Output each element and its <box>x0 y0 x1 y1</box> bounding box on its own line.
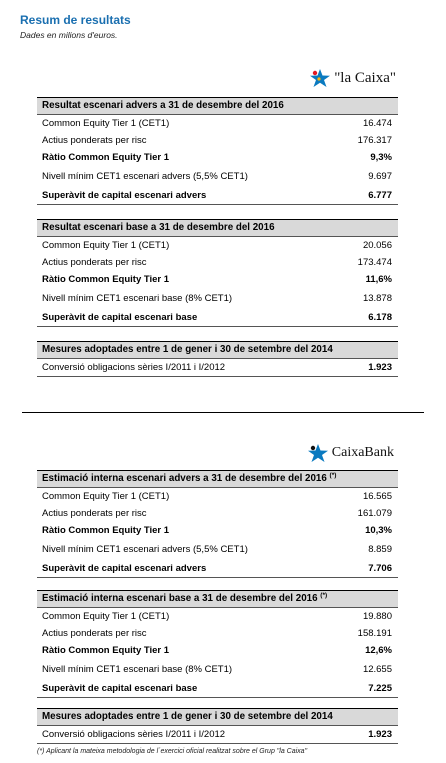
row-value: 176.317 <box>357 135 392 146</box>
row-label: Ràtio Common Equity Tier 1 <box>42 152 170 163</box>
table-row <box>37 309 398 327</box>
row-value: 12,6% <box>365 645 392 656</box>
footnote-mark: (*) <box>329 472 337 479</box>
row-value: 7.706 <box>368 563 392 574</box>
caixabank-base-table <box>37 590 398 698</box>
row-label: Ràtio Common Equity Tier 1 <box>42 525 170 536</box>
footnote: (*) Aplicant la mateixa metodologia de l´exercici oficial realitzat sobre el Grup "la Caixa" <box>37 748 308 755</box>
row-value: 6.178 <box>368 312 392 323</box>
row-label: Common Equity Tier 1 (CET1) <box>42 118 170 129</box>
row-label: Conversió obligacions sèries I/2011 i I/2012 <box>42 729 226 740</box>
row-value: 1.923 <box>368 729 392 740</box>
row-label: Superàvit de capital escenari advers <box>42 563 207 574</box>
row-label: Actius ponderats per risc <box>42 628 147 639</box>
lacaixa-base-table <box>37 219 398 327</box>
row-label: Nivell mínim CET1 escenari advers (5,5% CET1) <box>42 544 248 555</box>
table-row <box>37 254 398 271</box>
table-row <box>37 168 398 185</box>
page-title: Resum de resultats <box>20 13 131 27</box>
row-label: Ràtio Common Equity Tier 1 <box>42 645 170 656</box>
row-label: Superàvit de capital escenari advers <box>42 190 207 201</box>
header-text: Estimació interna escenari base a 31 de desembre del 2016 <box>42 593 318 604</box>
table-header: Resultat escenari base a 31 de desembre del 2016 <box>37 219 398 237</box>
table-row <box>37 522 398 539</box>
table-row <box>37 661 398 678</box>
table-row <box>37 560 398 578</box>
row-value: 1.923 <box>368 362 392 373</box>
footnote-mark: (*) <box>320 592 328 599</box>
table-header: Mesures adoptades entre 1 de gener i 30 de setembre del 2014 <box>37 341 398 359</box>
row-label: Nivell mínim CET1 escenari base (8% CET1) <box>42 293 233 304</box>
table-row <box>37 680 398 698</box>
lacaixa-adverse-table <box>37 97 398 205</box>
row-value: 16.474 <box>362 118 392 129</box>
row-value: 16.565 <box>362 491 392 502</box>
row-value: 8.859 <box>368 544 392 555</box>
table-row <box>37 271 398 288</box>
row-label: Superàvit de capital escenari base <box>42 683 198 694</box>
table-row <box>37 187 398 205</box>
table-row <box>37 149 398 166</box>
row-value: 173.474 <box>357 257 392 268</box>
table-row <box>37 132 398 149</box>
table-row <box>37 488 398 505</box>
row-value: 6.777 <box>368 190 392 201</box>
table-row <box>37 359 398 377</box>
table-header: Mesures adoptades entre 1 de gener i 30 de setembre del 2014 <box>37 708 398 726</box>
row-value: 13.878 <box>362 293 392 304</box>
row-label: Nivell mínim CET1 escenari base (8% CET1) <box>42 664 233 675</box>
star-icon <box>309 68 331 88</box>
row-value: 9.697 <box>368 171 392 182</box>
row-value: 7.225 <box>368 683 392 694</box>
table-header: Resultat escenari advers a 31 de desembre del 2016 <box>37 97 398 115</box>
table-row <box>37 290 398 307</box>
row-value: 20.056 <box>362 240 392 251</box>
caixabank-logo-text: CaixaBank <box>331 445 394 460</box>
row-label: Nivell mínim CET1 escenari advers (5,5% CET1) <box>42 171 248 182</box>
table-row <box>37 625 398 642</box>
table-header <box>37 470 398 488</box>
table-row <box>37 115 398 132</box>
table-header <box>37 590 398 608</box>
table-row <box>37 505 398 522</box>
row-value: 12.655 <box>362 664 392 675</box>
star-icon <box>307 443 329 463</box>
row-value: 11,6% <box>365 274 392 285</box>
row-value: 158.191 <box>357 628 392 639</box>
row-value: 19.880 <box>362 611 392 622</box>
table-row <box>37 541 398 558</box>
caixabank-adverse-table <box>37 470 398 578</box>
page-subtitle: Dades en milions d'euros. <box>20 30 118 40</box>
row-value: 9,3% <box>370 152 392 163</box>
row-value: 10,3% <box>365 525 392 536</box>
table-row <box>37 237 398 254</box>
table-row <box>37 726 398 744</box>
lacaixa-logo <box>309 68 396 88</box>
lacaixa-measures-table <box>37 341 398 377</box>
header-text: Estimació interna escenari advers a 31 de desembre del 2016 <box>42 473 327 484</box>
row-label: Actius ponderats per risc <box>42 135 147 146</box>
table-row <box>37 608 398 625</box>
row-label: Actius ponderats per risc <box>42 508 147 519</box>
row-label: Actius ponderats per risc <box>42 257 147 268</box>
row-label: Common Equity Tier 1 (CET1) <box>42 240 170 251</box>
caixabank-logo <box>307 443 394 463</box>
table-row <box>37 642 398 659</box>
caixabank-measures-table <box>37 708 398 744</box>
row-label: Superàvit de capital escenari base <box>42 312 198 323</box>
row-value: 161.079 <box>357 508 392 519</box>
row-label: Conversió obligacions sèries I/2011 i I/2012 <box>42 362 226 373</box>
row-label: Ràtio Common Equity Tier 1 <box>42 274 170 285</box>
section-divider <box>22 412 424 413</box>
row-label: Common Equity Tier 1 (CET1) <box>42 491 170 502</box>
lacaixa-logo-text: "la Caixa" <box>334 69 396 86</box>
row-label: Common Equity Tier 1 (CET1) <box>42 611 170 622</box>
